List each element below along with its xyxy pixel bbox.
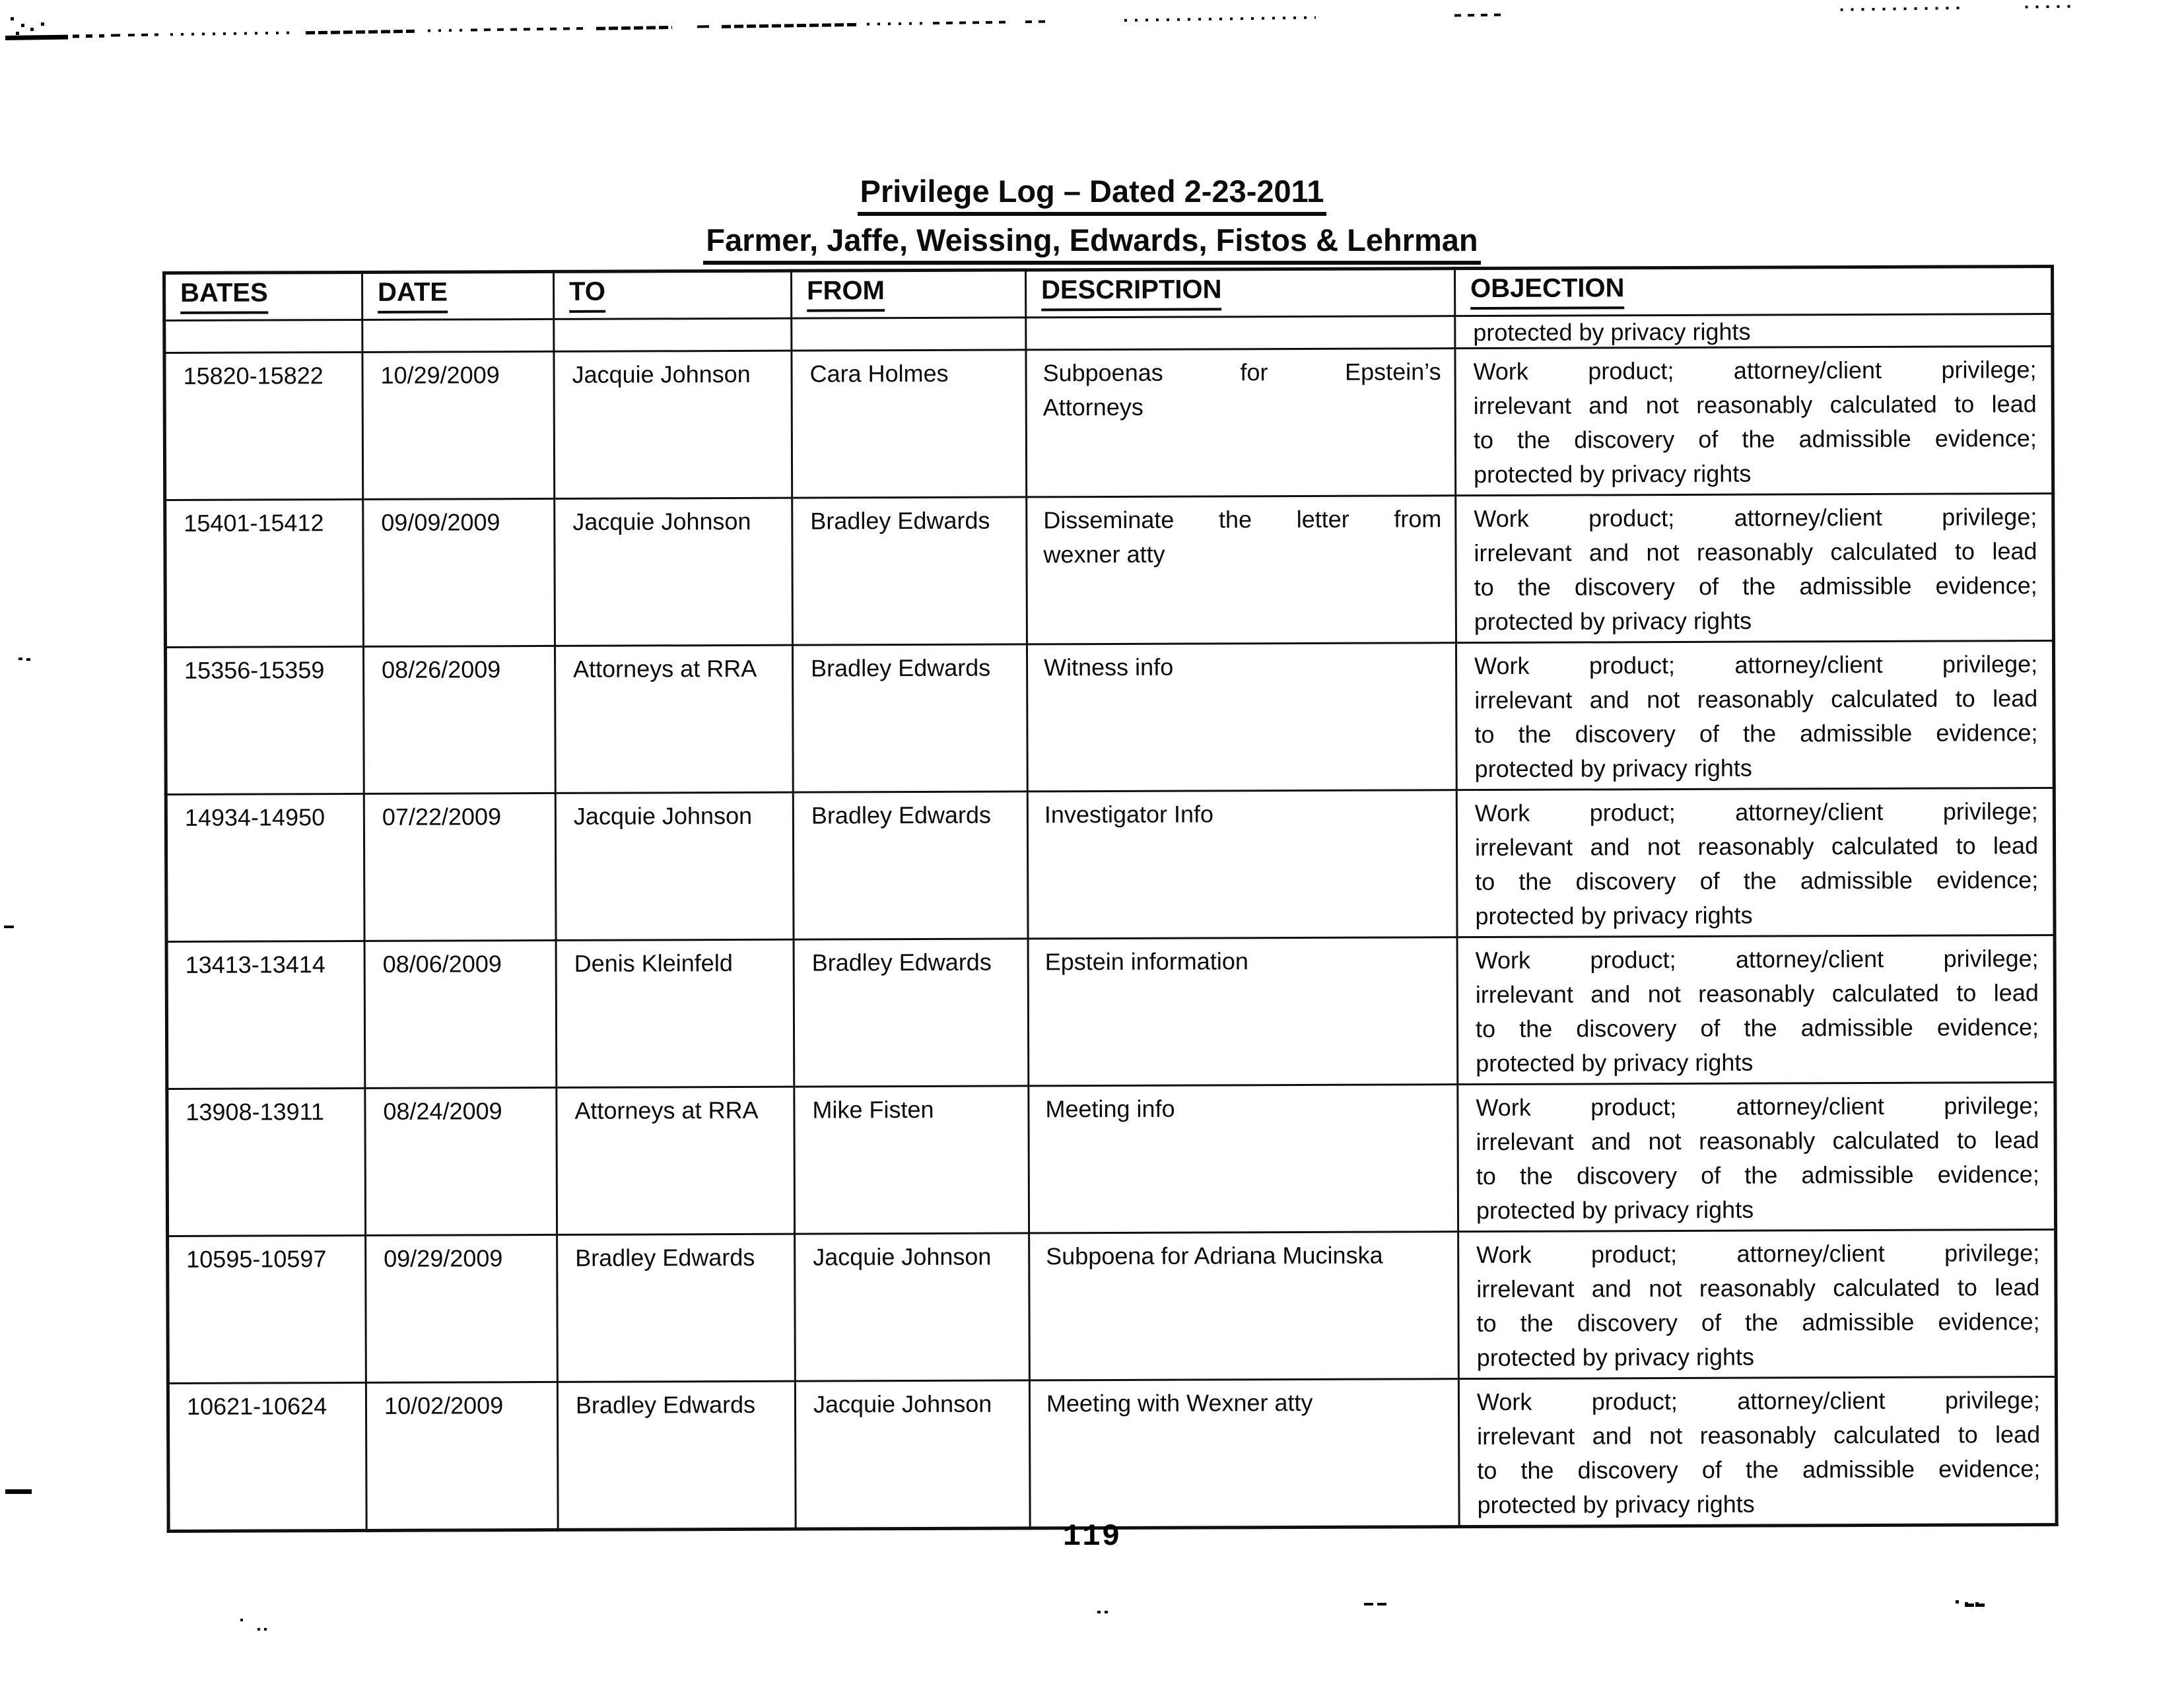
scan-artifact-dots <box>240 1619 243 1621</box>
objection-line: Work product; attorney/client privilege; <box>1476 1092 2039 1122</box>
objection-line: Work product; attorney/client privilege; <box>1474 503 2037 533</box>
scan-artifact-dots <box>1097 1611 1101 1613</box>
from-cell: Bradley Edwards <box>792 644 1027 792</box>
date-cell: 09/09/2009 <box>363 498 555 646</box>
objection-line: irrelevant and not reasonably calculated to lead <box>1474 537 2037 567</box>
objection-line: Work product; attorney/client privilege; <box>1474 650 2038 680</box>
page-number: 119 <box>1062 1520 1122 1554</box>
to-cell: Jacquie Johnson <box>554 351 792 498</box>
objection-line: irrelevant and not reasonably calculated to lead <box>1473 390 2037 420</box>
bates-cell: 14934-14950 <box>166 794 364 941</box>
objection-line: Work product; attorney/client privilege; <box>1475 945 2039 974</box>
objection-line: to the discovery of the admissible evidence; <box>1475 866 2039 896</box>
title-line-1: Privilege Log – Dated 2-23-2011 <box>858 173 1327 216</box>
objection-cell: protected by privacy rights <box>1455 314 2053 349</box>
description-cell <box>1026 349 1456 497</box>
objection-line: to the discovery of the admissible evidence; <box>1475 1013 2039 1043</box>
description-cell <box>1027 643 1456 792</box>
objection-cell <box>1457 935 2055 1085</box>
bates-cell: 15820-15822 <box>164 352 363 500</box>
description-cell <box>1027 496 1456 644</box>
bates-cell <box>164 320 362 353</box>
objection-cell <box>1455 347 2053 496</box>
column-header-objection: OBJECTION <box>1454 267 2052 316</box>
objection-line: protected by privacy rights <box>1474 607 1752 636</box>
to-cell: Jacquie Johnson <box>555 792 794 940</box>
table-row <box>166 935 2055 1089</box>
column-header-date: DATE <box>362 271 554 320</box>
table-row <box>164 347 2053 500</box>
from-cell: Cara Holmes <box>792 350 1027 498</box>
bates-cell: 15401-15412 <box>165 499 364 647</box>
description-line: wexner atty <box>1043 540 1165 568</box>
objection-line: Work product; attorney/client privilege; <box>1476 1239 2040 1269</box>
description-line: Witness info <box>1044 653 1174 681</box>
objection-line: to the discovery of the admissible evidence; <box>1474 719 2038 749</box>
table-row <box>167 1083 2056 1236</box>
description-line: Meeting with Wexner atty <box>1046 1388 1313 1417</box>
date-cell: 09/29/2009 <box>366 1234 558 1382</box>
objection-line: Work product; attorney/client privilege; <box>1474 797 2038 827</box>
to-cell: Attorneys at RRA <box>555 645 793 793</box>
date-cell: 08/06/2009 <box>364 940 557 1088</box>
objection-cell <box>1456 641 2054 790</box>
objection-line: irrelevant and not reasonably calculated to lead <box>1475 979 2039 1009</box>
description-line: Disseminate the letter from <box>1043 505 1442 534</box>
table-row <box>166 788 2055 942</box>
to-cell: Bradley Edwards <box>557 1381 796 1530</box>
description-cell <box>1029 1085 1458 1233</box>
to-cell: Denis Kleinfeld <box>556 939 794 1087</box>
objection-line: protected by privacy rights <box>1476 1343 1755 1372</box>
objection-line: irrelevant and not reasonably calculated to lead <box>1476 1126 2039 1156</box>
description-cell <box>1027 790 1457 939</box>
table-row <box>168 1376 2057 1531</box>
from-cell: Jacquie Johnson <box>795 1380 1030 1529</box>
objection-cell <box>1458 1229 2057 1378</box>
objection-cell <box>1456 788 2055 937</box>
to-cell: Jacquie Johnson <box>555 498 793 646</box>
from-cell: Mike Fisten <box>794 1086 1029 1234</box>
scan-artifact-dash <box>4 926 14 928</box>
date-cell: 10/02/2009 <box>366 1382 558 1530</box>
objection-line: irrelevant and not reasonably calculated to lead <box>1477 1421 2041 1450</box>
date-cell: 08/26/2009 <box>363 646 555 794</box>
privilege-log-table <box>162 265 2059 1533</box>
scan-artifact-dash <box>5 1489 32 1494</box>
description-cell <box>1029 1379 1459 1528</box>
description-line: Subpoenas for Epstein’s <box>1042 358 1441 387</box>
date-cell: 08/24/2009 <box>365 1087 557 1235</box>
description-line: Attorneys <box>1042 393 1143 421</box>
column-header-bates: BATES <box>164 272 362 320</box>
from-cell: Jacquie Johnson <box>795 1233 1030 1381</box>
objection-line: to the discovery of the admissible evidence; <box>1476 1308 2040 1337</box>
to-cell: Attorneys at RRA <box>557 1087 795 1234</box>
objection-cell <box>1456 494 2054 643</box>
objection-line: irrelevant and not reasonably calculated to lead <box>1476 1273 2040 1303</box>
objection-line: protected by privacy rights <box>1476 1048 1754 1077</box>
objection-cell <box>1458 1376 2057 1526</box>
objection-line: protected by privacy rights <box>1476 1196 1754 1225</box>
objection-line: Work product; attorney/client privilege; <box>1473 356 2037 386</box>
scan-artifact-dash-dot <box>1965 1604 1974 1607</box>
objection-line: protected by privacy rights <box>1474 459 1752 489</box>
scan-artifact-speck-cluster <box>11 17 14 20</box>
objection-line: to the discovery of the admissible evidence; <box>1476 1161 2039 1190</box>
objection-line: protected by privacy rights <box>1474 754 1752 783</box>
document-title <box>0 173 2184 216</box>
scan-artifact-dots <box>1364 1603 1373 1606</box>
bates-cell: 15356-15359 <box>165 646 364 794</box>
date-cell <box>362 319 554 352</box>
objection-line: irrelevant and not reasonably calculated to lead <box>1474 832 2039 862</box>
column-header-to: TO <box>554 271 792 319</box>
bates-cell: 13413-13414 <box>166 941 365 1089</box>
from-cell: Bradley Edwards <box>792 497 1027 645</box>
table-row <box>165 641 2054 795</box>
to-cell: Bradley Edwards <box>557 1234 796 1382</box>
description-line: Investigator Info <box>1044 800 1214 828</box>
objection-cell <box>1458 1083 2056 1232</box>
date-cell: 07/22/2009 <box>364 793 556 941</box>
objection-line: irrelevant and not reasonably calculated to lead <box>1474 685 2038 714</box>
scan-artifact-dash-dot <box>1956 1600 1959 1604</box>
objection-line: to the discovery of the admissible evidence; <box>1477 1455 2041 1485</box>
from-cell: Bradley Edwards <box>794 939 1029 1087</box>
from-cell: Bradley Edwards <box>793 792 1028 939</box>
document-subtitle <box>0 222 2184 265</box>
scan-artifact-top-line <box>5 3 2179 41</box>
title-line-2: Farmer, Jaffe, Weissing, Edwards, Fistos & Lehrman <box>703 222 1480 265</box>
bates-cell: 10621-10624 <box>168 1382 366 1531</box>
bates-cell: 13908-13911 <box>167 1088 366 1236</box>
to-cell <box>554 318 792 351</box>
objection-line: Work product; attorney/client privilege; <box>1476 1386 2041 1416</box>
description-line: Subpoena for Adriana Mucinska <box>1046 1241 1383 1270</box>
objection-line: protected by privacy rights <box>1475 901 1753 930</box>
description-cell <box>1026 316 1455 350</box>
description-cell <box>1028 937 1458 1086</box>
objection-line: to the discovery of the admissible evidence; <box>1473 424 2037 454</box>
header-row <box>164 267 2053 321</box>
column-header-from: FROM <box>792 270 1026 318</box>
scan-artifact-dots <box>18 658 22 660</box>
bates-cell: 10595-10597 <box>168 1235 366 1383</box>
table-row <box>168 1229 2057 1383</box>
description-line: Meeting info <box>1045 1095 1175 1123</box>
objection-line: to the discovery of the admissible evidence; <box>1474 572 2037 601</box>
from-cell <box>792 318 1026 351</box>
column-header-description: DESCRIPTION <box>1026 269 1455 318</box>
objection-line: protected by privacy rights <box>1477 1490 1755 1519</box>
description-cell <box>1029 1232 1459 1380</box>
date-cell: 10/29/2009 <box>362 351 555 499</box>
table-row <box>165 494 2054 648</box>
description-line: Epstein information <box>1044 947 1248 976</box>
